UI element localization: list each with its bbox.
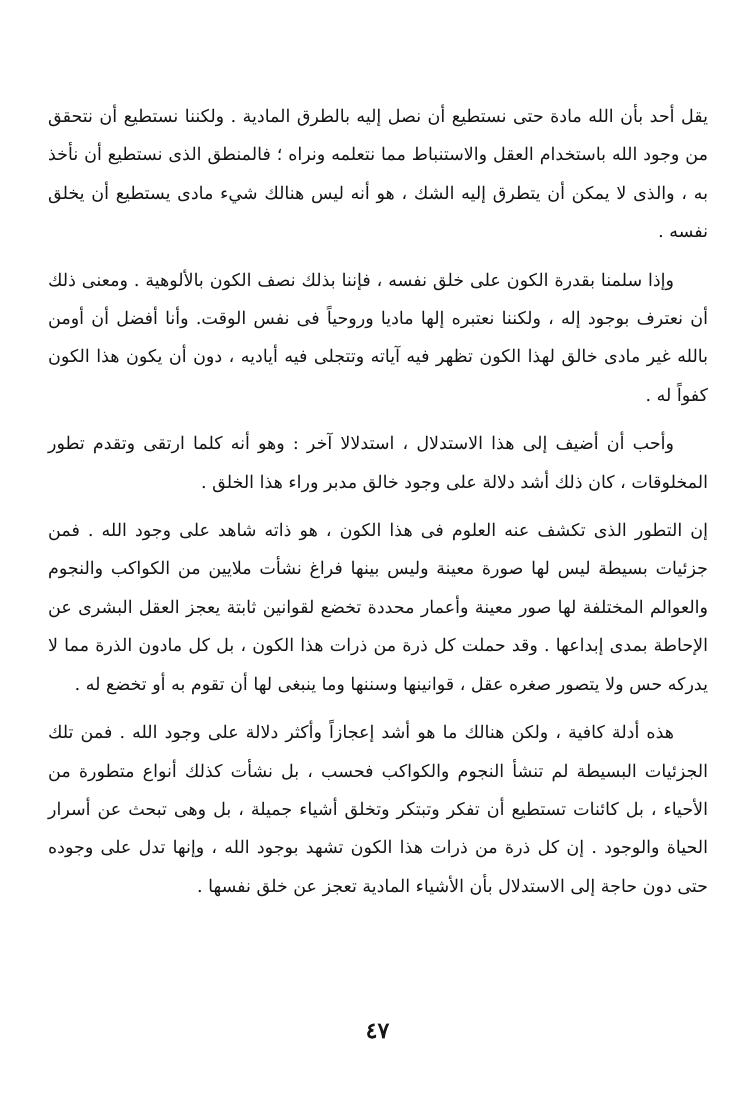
paragraph-1: يقل أحد بأن الله مادة حتى نستطيع أن نصل إليه بالطرق المادية . ولكننا نستطيع أن نتحقق من وجود الله باستخدام العقل والاستنباط مما نتعلمه ونراه ؛ فالمنطق الذى نستطيع أن نأخذ به ، والذى لا يمكن أن يتطرق إليه الشك ، هو أنه ليس هنالك شيء مادى يستطيع أن يخلق نفسه . bbox=[48, 107, 708, 243]
paragraph-5: هذه أدلة كافية ، ولكن هنالك ما هو أشد إعجازاً وأكثر دلالة على وجود الله . فمن تلك الجزئيات البسيطة لم تنشأ النجوم والكواكب فحسب ، بل نشأت كذلك أنواع متطورة من الأحياء ، بل كائنات تستطيع أن تفكر وتبتكر وتخلق أشياء جميلة ، بل وهى تبحث عن أسرار الحياة والوجود . إن كل ذرة من ذرات هذا الكون تشهد بوجود الله ، وإنها تدل على وجوده حتى دون حاجة إلى الاستدلال بأن الأشياء المادية تعجز عن خلق نفسها . bbox=[48, 723, 708, 897]
paragraph-3: وأحب أن أضيف إلى هذا الاستدلال ، استدلالا آخر : وهو أنه كلما ارتقى وتقدم تطور المخلوقات ، كان ذلك أشد دلالة على وجود خالق مدبر وراء هذا الخلق . bbox=[48, 434, 708, 493]
page-number: ٤٧ bbox=[365, 1018, 390, 1044]
paragraph-2: وإذا سلمنا بقدرة الكون على خلق نفسه ، فإننا بذلك نصف الكون بالألوهية . ومعنى ذلك أن نعترف بوجود إله ، ولكننا نعتبره إلها ماديا وروحياً فى نفس الوقت. وأنا أفضل أن أومن بالله غير مادى خالق لهذا الكون تظهر فيه آياته وتتجلى فيه أياديه ، دون أن يكون هذا الكون كفواً له . bbox=[48, 270, 708, 406]
body-text bbox=[48, 98, 708, 906]
paragraph-4: إن التطور الذى تكشف عنه العلوم فى هذا الكون ، هو ذاته شاهد على وجود الله . فمن جزئيات بسيطة ليس لها صورة معينة وليس بينها فراغ نشأت ملايين من الكواكب والنجوم والعوالم المختلفة لها صور معينة وأعمار محددة تخضع لقوانين ثابتة يعجز العقل البشرى عن الإحاطة بمدى إبداعها . وقد حملت كل ذرة من ذرات هذا الكون ، بل كل مادون الذرة مما لا يدركه حس ولا يتصور صغره عقل ، قوانينها وسننها وما ينبغى لها أن تقوم به أو تخضع له . bbox=[48, 521, 708, 695]
